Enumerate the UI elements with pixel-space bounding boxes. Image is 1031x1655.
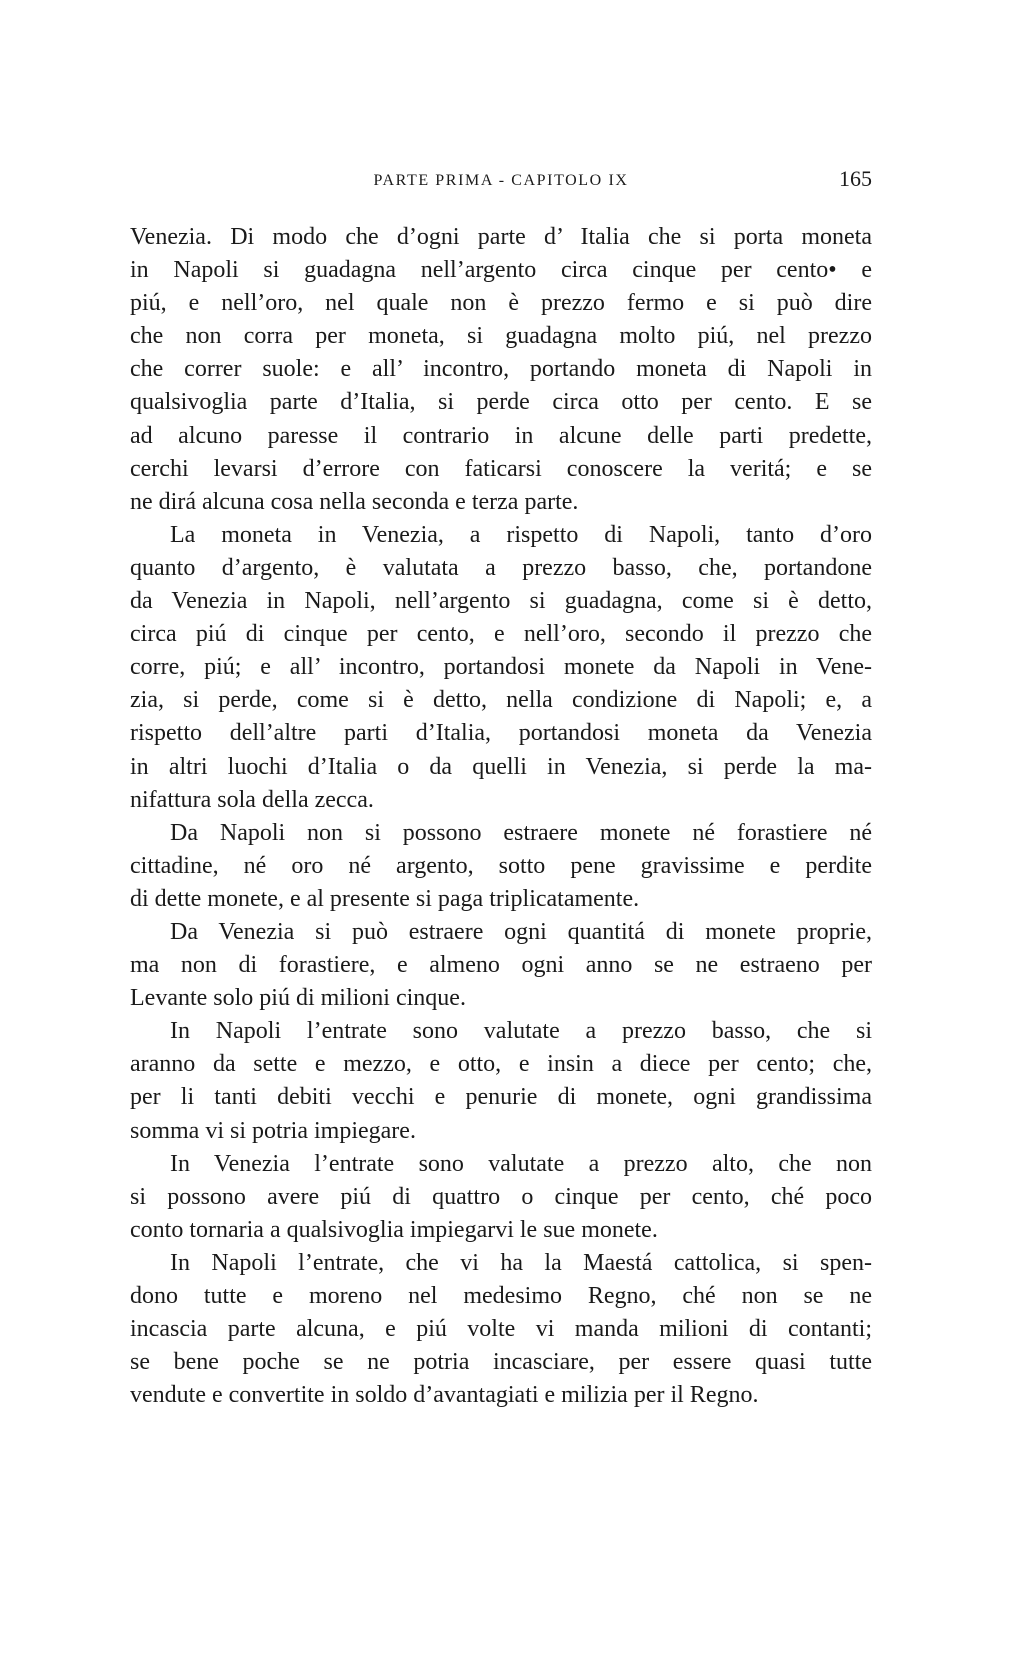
text-line: incascia parte alcuna, e piú volte vi manda milioni di contanti; <box>130 1316 872 1343</box>
text-line: In Napoli l’entrate, che vi ha la Maestá cattolica, si spen- <box>170 1249 872 1276</box>
text-line: che non corra per moneta, si guadagna molto piú, nel prezzo <box>130 323 872 350</box>
text-line: vendute e convertite in soldo d’avantagiati e milizia per il Regno. <box>130 1382 759 1409</box>
text-line: in Napoli si guadagna nell’argento circa cinque per cento• e <box>130 257 872 284</box>
text-line: qualsivoglia parte d’Italia, si perde circa otto per cento. E se <box>130 389 872 416</box>
text-line: se bene poche se ne potria incasciare, per essere quasi tutte <box>130 1349 872 1376</box>
running-head <box>130 168 872 194</box>
text-line: per li tanti debiti vecchi e penurie di monete, ogni grandissima <box>130 1084 872 1111</box>
text-line: cerchi levarsi d’errore con faticarsi conoscere la veritá; e se <box>130 455 872 482</box>
text-line: da Venezia in Napoli, nell’argento si guadagna, come si è detto, <box>130 588 872 615</box>
text-line: cittadine, né oro né argento, sotto pene gravissime e perdite <box>130 852 872 879</box>
text-line: in altri luochi d’Italia o da quelli in Venezia, si perde la ma- <box>130 753 872 780</box>
text-line: che correr suole: e all’ incontro, portando moneta di Napoli in <box>130 356 872 383</box>
text-line: rispetto dell’altre parti d’Italia, portandosi moneta da Venezia <box>130 720 872 747</box>
text-line: zia, si perde, come si è detto, nella condizione di Napoli; e, a <box>130 687 872 714</box>
text-line: aranno da sette e mezzo, e otto, e insin a diece per cento; che, <box>130 1051 872 1078</box>
text-line: somma vi si potria impiegare. <box>130 1117 416 1144</box>
text-line: In Napoli l’entrate sono valutate a prezzo basso, che si <box>170 1018 872 1045</box>
text-line: dono tutte e moreno nel medesimo Regno, ché non se ne <box>130 1283 872 1309</box>
text-line: si possono avere piú di quattro o cinque per cento, ché poco <box>130 1183 872 1210</box>
text-line: Da Napoli non si possono estraere monete né forastiere né <box>170 819 872 846</box>
text-line: di dette monete, e al presente si paga triplicatamente. <box>130 885 640 912</box>
running-title: PARTE PRIMA - CAPITOLO IX <box>373 172 629 189</box>
text-line: Da Venezia si può estraere ogni quantitá di monete proprie, <box>170 918 872 945</box>
text-line: Levante solo piú di milioni cinque. <box>130 985 466 1012</box>
text-line: quanto d’argento, è valutata a prezzo basso, che, portandone <box>130 554 872 581</box>
text-line: La moneta in Venezia, a rispetto di Napoli, tanto d’oro <box>170 521 872 548</box>
text-line: circa piú di cinque per cento, e nell’oro, secondo il prezzo che <box>130 621 872 648</box>
text-line: conto tornaria a qualsivoglia impiegarvi le sue monete. <box>130 1216 658 1243</box>
text-line: ad alcuno paresse il contrario in alcune delle parti predette, <box>130 422 872 449</box>
text-line: ma non di forastiere, e almeno ogni anno se ne estraeno per <box>130 952 872 979</box>
text-line: corre, piú; e all’ incontro, portandosi monete da Napoli in Vene- <box>130 654 872 681</box>
page-number: 165 <box>839 166 872 191</box>
text-line: nifattura sola della zecca. <box>130 786 374 813</box>
body-text <box>130 221 872 1412</box>
text-line: Venezia. Di modo che d’ogni parte d’ Italia che si porta moneta <box>130 224 872 250</box>
text-line: piú, e nell’oro, nel quale non è prezzo fermo e si può dire <box>130 290 872 317</box>
text-line: ne dirá alcuna cosa nella seconda e terza parte. <box>130 488 579 515</box>
text-line: In Venezia l’entrate sono valutate a prezzo alto, che non <box>170 1150 872 1177</box>
